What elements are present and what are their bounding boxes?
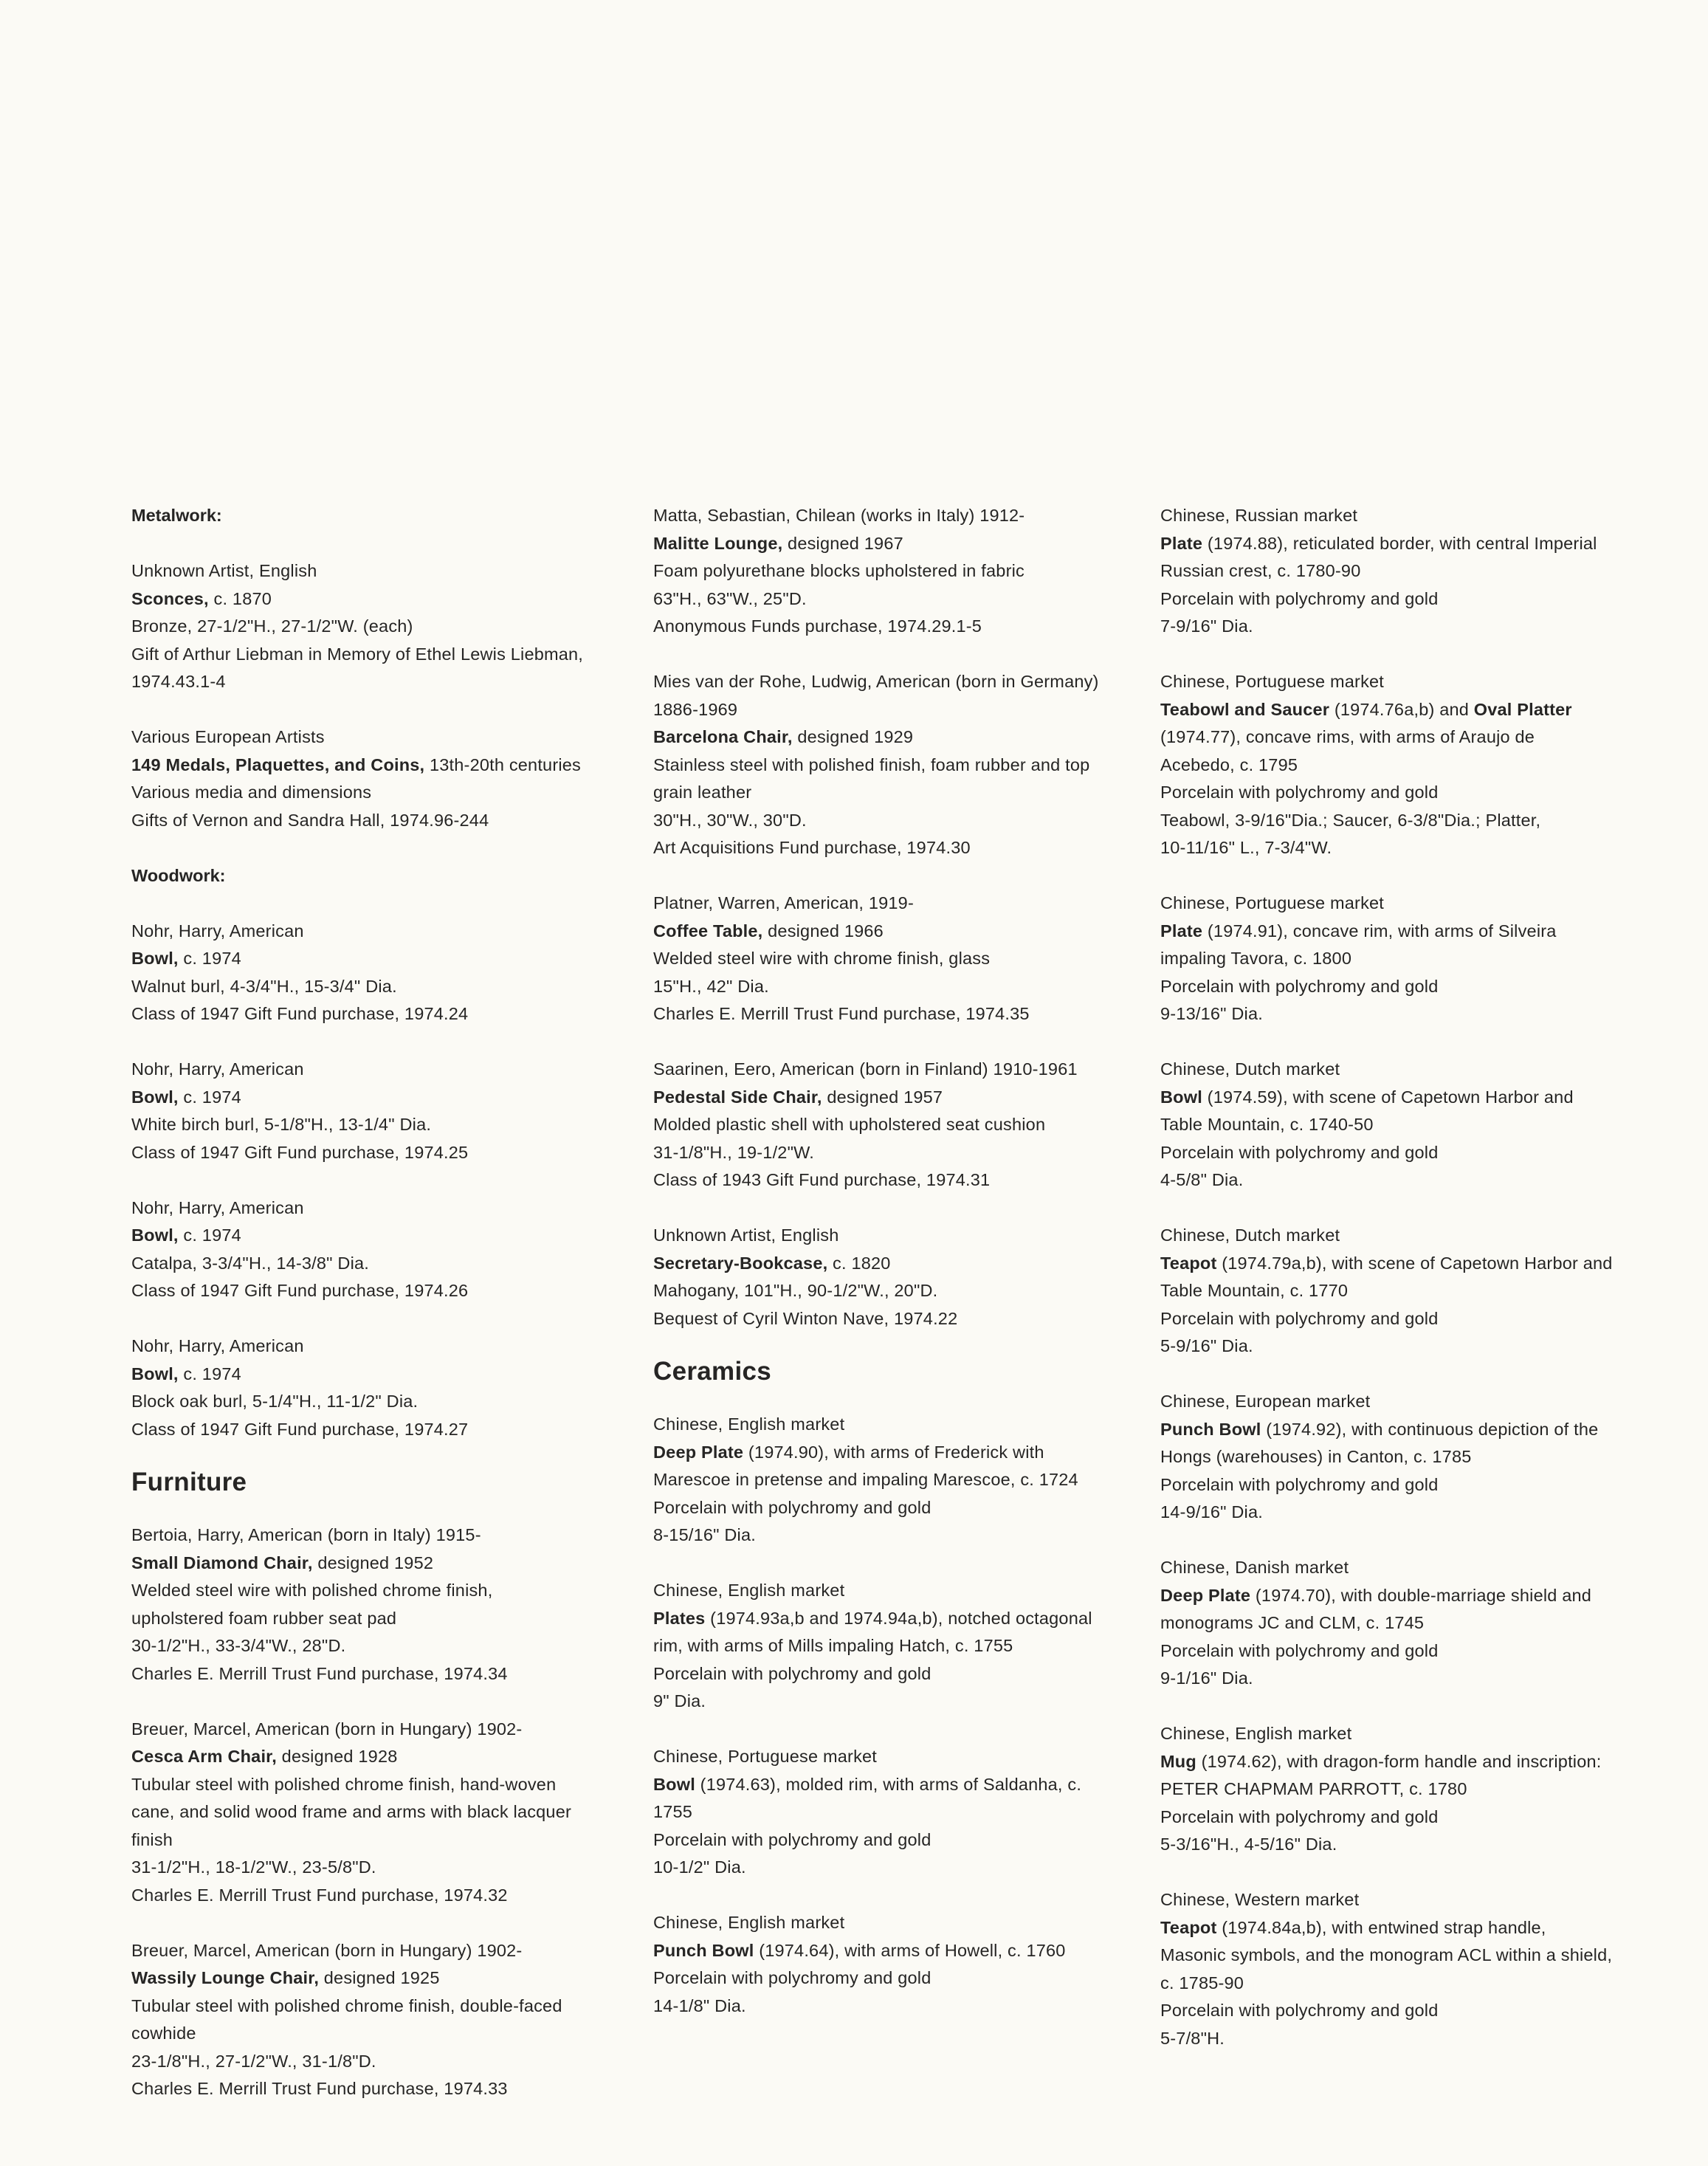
entry-title-line — [653, 530, 1140, 558]
entry-line: 31-1/2"H., 18-1/2"W., 23-5/8"D. — [131, 1857, 376, 1877]
work-details: designed 1952 — [312, 1553, 434, 1572]
work-title: Bowl, — [131, 1087, 179, 1107]
work-title: Bowl — [1160, 1087, 1202, 1107]
entry-title-line — [131, 1964, 619, 1993]
entry-line: 1974.43.1-4 — [131, 672, 226, 691]
work-details: (1974.84a,b), with entwined strap handle, — [1216, 1917, 1546, 1937]
work-details: (1974.79a,b), with scene of Capetown Harbor and — [1216, 1253, 1613, 1273]
spacer — [131, 1909, 619, 1937]
entry-line: Nohr, Harry, American — [131, 1197, 304, 1217]
entry-line: Class of 1947 Gift Fund purchase, 1974.25 — [131, 1142, 469, 1162]
entry-line: Unknown Artist, English — [131, 561, 317, 580]
entry-line: Various European Artists — [131, 727, 325, 746]
spacer — [653, 1882, 1140, 1910]
entry-line: Porcelain with polychromy and gold — [1160, 1640, 1439, 1660]
entry-line: Welded steel wire with chrome finish, glass — [653, 949, 991, 968]
entry-line: Stainless steel with polished finish, foam rubber and top — [653, 754, 1090, 774]
entry-line: Chinese, English market — [1160, 1724, 1352, 1743]
spacer — [1160, 862, 1647, 890]
entry-line: Anonymous Funds purchase, 1974.29.1-5 — [653, 616, 982, 636]
work-title: Malitte Lounge, — [653, 533, 783, 553]
work-title: Mug — [1160, 1751, 1196, 1771]
entry-line: Porcelain with polychromy and gold — [1160, 1142, 1439, 1162]
entry-line: Foam polyurethane blocks upholstered in fabric — [653, 561, 1025, 580]
work-title: 149 Medals, Plaquettes, and Coins, — [131, 754, 425, 774]
entry-line: Saarinen, Eero, American (born in Finland) 1910-1961 — [653, 1059, 1078, 1079]
spacer — [1160, 1693, 1647, 1721]
entry-line: Gifts of Vernon and Sandra Hall, 1974.96-244 — [131, 810, 489, 830]
entry-line: Bertoia, Harry, American (born in Italy) 1915- — [131, 1525, 481, 1544]
work-title: Teabowl and Saucer — [1160, 699, 1330, 719]
spacer — [1160, 1859, 1647, 1887]
entry-line: Porcelain with polychromy and gold — [653, 1497, 932, 1517]
entry-line: Breuer, Marcel, American (born in Hungary) 1902- — [131, 1940, 523, 1960]
entry-line: Chinese, Dutch market — [1160, 1225, 1340, 1245]
entry-line: Chinese, European market — [1160, 1392, 1371, 1411]
entry-title-line — [1160, 1748, 1647, 1776]
subsection-heading: Metalwork: — [131, 506, 222, 525]
entry-line: finish — [131, 1829, 173, 1849]
entry-line: Porcelain with polychromy and gold — [1160, 976, 1439, 996]
work-title: Cesca Arm Chair, — [131, 1747, 277, 1766]
spacer — [1160, 1194, 1647, 1223]
spacer — [653, 1716, 1140, 1744]
spacer — [131, 1688, 619, 1716]
work-details: (1974.62), with dragon-form handle and inscription: — [1196, 1751, 1602, 1771]
entry-line: monograms JC and CLM, c. 1745 — [1160, 1613, 1425, 1632]
entry-title-line — [653, 1439, 1140, 1467]
entry-line: 10-1/2" Dia. — [653, 1857, 746, 1877]
section-heading: Furniture — [131, 1468, 247, 1496]
entry-line: Molded plastic shell with upholstered seat cushion — [653, 1115, 1046, 1134]
entry-title-line — [1160, 1250, 1647, 1278]
spacer — [131, 834, 619, 862]
entry-line: 7-9/16" Dia. — [1160, 616, 1253, 636]
entry-line: Porcelain with polychromy and gold — [1160, 1806, 1439, 1826]
work-title: Punch Bowl — [1160, 1419, 1261, 1439]
entry-line: PETER CHAPMAM PARROTT, c. 1780 — [1160, 1779, 1467, 1798]
entry-title-line — [131, 1550, 619, 1578]
entry-line: White birch burl, 5-1/8"H., 13-1/4" Dia. — [131, 1115, 432, 1134]
work-title: Pedestal Side Chair, — [653, 1087, 822, 1107]
work-title: Small Diamond Chair, — [131, 1553, 313, 1572]
entry-line: Marescoe in pretense and impaling Marescoe, c. 1724 — [653, 1470, 1078, 1489]
spacer — [131, 1499, 619, 1522]
entry-title-line — [653, 1771, 1140, 1799]
spacer — [131, 1305, 619, 1333]
entry-line: Welded steel wire with polished chrome finish, — [131, 1581, 493, 1600]
entry-line: Class of 1947 Gift Fund purchase, 1974.24 — [131, 1004, 469, 1023]
work-details: designed 1966 — [762, 921, 884, 941]
entry-line: 1886-1969 — [653, 699, 738, 719]
work-details: (1974.76a,b) and — [1329, 699, 1474, 719]
entry-title-line — [131, 585, 619, 613]
entry-line: Class of 1943 Gift Fund purchase, 1974.31 — [653, 1170, 991, 1189]
work-details: (1974.93a,b and 1974.94a,b), notched octagonal — [705, 1608, 1092, 1628]
entry-title-line — [653, 1937, 1140, 1965]
spacer — [1160, 1527, 1647, 1555]
entry-title-line — [1160, 696, 1647, 724]
entry-title-line — [1160, 530, 1647, 558]
entry-title-line — [131, 1361, 619, 1389]
entry-line: Table Mountain, c. 1770 — [1160, 1281, 1349, 1300]
entry-line: 31-1/8"H., 19-1/2"W. — [653, 1142, 814, 1162]
entry-line: cane, and solid wood frame and arms with black lacquer — [131, 1802, 571, 1821]
work-title: Teapot — [1160, 1917, 1217, 1937]
work-title: Plate — [1160, 533, 1203, 553]
entry-line: Matta, Sebastian, Chilean (works in Italy) 1912- — [653, 506, 1025, 525]
spacer — [653, 862, 1140, 890]
work-details: c. 1870 — [208, 588, 272, 608]
entry-line: Mahogany, 101"H., 90-1/2"W., 20"D. — [653, 1281, 938, 1300]
entry-line: Porcelain with polychromy and gold — [1160, 2001, 1439, 2020]
entry-line: 23-1/8"H., 27-1/2"W., 31-1/8"D. — [131, 2051, 376, 2071]
entry-line: Porcelain with polychromy and gold — [1160, 783, 1439, 802]
entry-line: Porcelain with polychromy and gold — [653, 1663, 932, 1683]
entry-line: Class of 1947 Gift Fund purchase, 1974.27 — [131, 1419, 469, 1439]
subsection-heading: Woodwork: — [131, 865, 226, 885]
work-details: (1974.92), with continuous depiction of the — [1261, 1419, 1599, 1439]
work-title: Bowl, — [131, 949, 179, 968]
entry-line: Mies van der Rohe, Ludwig, American (born in Germany) — [653, 672, 1099, 691]
entry-line: Chinese, English market — [653, 1414, 845, 1434]
entry-line: 5-3/16"H., 4-5/16" Dia. — [1160, 1835, 1337, 1854]
entry-line: 5-7/8"H. — [1160, 2028, 1225, 2048]
entry-line: Bequest of Cyril Winton Nave, 1974.22 — [653, 1308, 958, 1328]
spacer — [653, 1389, 1140, 1411]
entry-line: 15"H., 42" Dia. — [653, 976, 769, 996]
entry-line: 63"H., 63"W., 25"D. — [653, 588, 807, 608]
entry-title-line — [1160, 1582, 1647, 1610]
entry-line: Various media and dimensions — [131, 783, 372, 802]
work-details: designed 1957 — [822, 1087, 943, 1107]
entry-line: impaling Tavora, c. 1800 — [1160, 949, 1352, 968]
spacer — [131, 696, 619, 724]
column-2 — [653, 502, 1140, 2020]
entry-title-line — [1160, 1084, 1647, 1112]
entry-line: Table Mountain, c. 1740-50 — [1160, 1115, 1374, 1134]
work-details: c. 1974 — [178, 1087, 241, 1107]
entry-line: Russian crest, c. 1780-90 — [1160, 561, 1361, 580]
work-title: Teapot — [1160, 1253, 1217, 1273]
work-details: (1974.88), reticulated border, with central Imperial — [1202, 533, 1597, 553]
spacer — [653, 1333, 1140, 1355]
entry-line: upholstered foam rubber seat pad — [131, 1608, 397, 1628]
column-3 — [1160, 502, 1647, 2052]
entry-line: cowhide — [131, 2024, 196, 2043]
entry-line: c. 1785-90 — [1160, 1973, 1244, 1993]
work-title: Deep Plate — [1160, 1585, 1251, 1605]
entry-line: rim, with arms of Mills impaling Hatch, c. 1755 — [653, 1636, 1013, 1655]
section-heading: Ceramics — [653, 1357, 772, 1386]
entry-line: Bronze, 27-1/2"H., 27-1/2"W. (each) — [131, 616, 413, 636]
entry-line: Porcelain with polychromy and gold — [653, 1968, 932, 1987]
entry-line: Chinese, English market — [653, 1581, 845, 1600]
entry-line: (1974.77), concave rims, with arms of Araujo de — [1160, 727, 1535, 746]
entry-line: Porcelain with polychromy and gold — [1160, 1474, 1439, 1494]
work-details: (1974.90), with arms of Frederick with — [743, 1442, 1044, 1462]
work-details: c. 1974 — [178, 1225, 241, 1245]
entry-line: Nohr, Harry, American — [131, 921, 304, 941]
entry-line: 14-1/8" Dia. — [653, 1995, 746, 2015]
entry-line: Chinese, Western market — [1160, 1890, 1360, 1909]
entry-line: Porcelain with polychromy and gold — [1160, 1308, 1439, 1328]
work-details: c. 1820 — [827, 1253, 891, 1273]
work-details: designed 1925 — [319, 1968, 440, 1987]
work-title: Bowl, — [131, 1364, 179, 1383]
entry-line: Acebedo, c. 1795 — [1160, 754, 1298, 774]
entry-title-line — [131, 752, 619, 780]
work-details: (1974.59), with scene of Capetown Harbor and — [1202, 1087, 1574, 1107]
work-title: Bowl — [653, 1774, 695, 1794]
spacer — [131, 890, 619, 918]
entry-line: Nohr, Harry, American — [131, 1336, 304, 1355]
work-title: Plates — [653, 1608, 706, 1628]
entry-title-line — [653, 1605, 1140, 1633]
work-details: c. 1974 — [178, 949, 241, 968]
spacer — [653, 1550, 1140, 1578]
entry-line: Block oak burl, 5-1/4"H., 11-1/2" Dia. — [131, 1392, 419, 1411]
work-details: c. 1974 — [178, 1364, 241, 1383]
spacer — [1160, 641, 1647, 669]
entry-line: 30-1/2"H., 33-3/4"W., 28"D. — [131, 1636, 346, 1655]
work-details: (1974.70), with double-marriage shield and — [1250, 1585, 1592, 1605]
work-details: 13th-20th centuries — [424, 754, 581, 774]
entry-line: Breuer, Marcel, American (born in Hungary) 1902- — [131, 1719, 523, 1739]
work-details: (1974.64), with arms of Howell, c. 1760 — [754, 1940, 1066, 1960]
entry-line: Tubular steel with polished chrome finish, double-faced — [131, 1995, 562, 2015]
column-1 — [131, 502, 619, 2103]
spacer — [1160, 1028, 1647, 1056]
entry-title-line — [653, 918, 1140, 946]
work-title: Wassily Lounge Chair, — [131, 1968, 320, 1987]
entry-line: Chinese, English market — [653, 1913, 845, 1932]
spacer — [653, 641, 1140, 669]
entry-line: Catalpa, 3-3/4"H., 14-3/8" Dia. — [131, 1253, 370, 1273]
entry-line: Charles E. Merrill Trust Fund purchase, 1974.33 — [131, 2079, 508, 2098]
entry-line: Tubular steel with polished chrome finish, hand-woven — [131, 1774, 557, 1794]
entry-line: 8-15/16" Dia. — [653, 1525, 756, 1544]
entry-line: Chinese, Portuguese market — [1160, 893, 1385, 912]
entry-line: 4-5/8" Dia. — [1160, 1170, 1244, 1189]
work-details: (1974.91), concave rim, with arms of Silveira — [1202, 921, 1557, 941]
entry-line: Walnut burl, 4-3/4"H., 15-3/4" Dia. — [131, 976, 397, 996]
work-title: Sconces, — [131, 588, 209, 608]
work-details: (1974.63), molded rim, with arms of Saldanha, c. — [695, 1774, 1082, 1794]
entry-line: grain leather — [653, 783, 752, 802]
entry-title-line — [131, 1084, 619, 1112]
work-title: Plate — [1160, 921, 1203, 941]
entry-line: 9-1/16" Dia. — [1160, 1668, 1253, 1688]
entry-title-line — [653, 1250, 1140, 1278]
entry-line: Nohr, Harry, American — [131, 1059, 304, 1079]
entry-line: 9" Dia. — [653, 1691, 706, 1711]
entry-line: Charles E. Merrill Trust Fund purchase, 1974.32 — [131, 1885, 508, 1905]
entry-title-line — [131, 945, 619, 973]
entry-line: Chinese, Dutch market — [1160, 1059, 1340, 1079]
entry-title-line — [653, 1084, 1140, 1112]
entry-line: 1755 — [653, 1802, 693, 1821]
entry-line: 9-13/16" Dia. — [1160, 1004, 1263, 1023]
entry-line: 14-9/16" Dia. — [1160, 1502, 1263, 1522]
work-title: Punch Bowl — [653, 1940, 754, 1960]
entry-line: 10-11/16" L., 7-3/4"W. — [1160, 838, 1332, 857]
entry-title-line — [1160, 1416, 1647, 1444]
entry-line: Charles E. Merrill Trust Fund purchase, 1974.34 — [131, 1663, 508, 1683]
entry-line: Charles E. Merrill Trust Fund purchase, 1974.35 — [653, 1004, 1030, 1023]
entry-title-line — [131, 1222, 619, 1250]
spacer — [653, 1028, 1140, 1056]
entry-line: Chinese, Danish market — [1160, 1558, 1349, 1577]
work-title: Bowl, — [131, 1225, 179, 1245]
entry-line: 5-9/16" Dia. — [1160, 1336, 1253, 1355]
entry-line: Chinese, Portuguese market — [1160, 672, 1385, 691]
entry-line: Gift of Arthur Liebman in Memory of Ethel Lewis Liebman, — [131, 644, 584, 664]
spacer — [653, 1194, 1140, 1223]
work-title: Deep Plate — [653, 1442, 744, 1462]
entry-title-line — [1160, 1914, 1647, 1942]
entry-line: Unknown Artist, English — [653, 1225, 839, 1245]
entry-line: Hongs (warehouses) in Canton, c. 1785 — [1160, 1447, 1472, 1466]
work-details: designed 1967 — [782, 533, 903, 553]
entry-line: Class of 1947 Gift Fund purchase, 1974.26 — [131, 1281, 469, 1300]
work-details: designed 1928 — [276, 1747, 398, 1766]
entry-title-line — [1160, 918, 1647, 946]
spacer — [131, 530, 619, 558]
work-title: Barcelona Chair, — [653, 727, 793, 746]
entry-title-line — [653, 723, 1140, 752]
entry-line: Platner, Warren, American, 1919- — [653, 893, 914, 912]
entry-line: Art Acquisitions Fund purchase, 1974.30 — [653, 838, 971, 857]
spacer — [1160, 1361, 1647, 1389]
entry-line: Chinese, Russian market — [1160, 506, 1358, 525]
work-details: designed 1929 — [792, 727, 914, 746]
entry-line: Porcelain with polychromy and gold — [653, 1829, 932, 1849]
entry-line: Porcelain with polychromy and gold — [1160, 588, 1439, 608]
work-title: Coffee Table, — [653, 921, 763, 941]
spacer — [131, 1028, 619, 1056]
entry-line: Teabowl, 3-9/16"Dia.; Saucer, 6-3/8"Dia.; Platter, — [1160, 810, 1541, 830]
spacer — [131, 1166, 619, 1194]
entry-line: 30"H., 30"W., 30"D. — [653, 810, 807, 830]
entry-line: Chinese, Portuguese market — [653, 1747, 878, 1766]
work-title: Oval Platter — [1473, 699, 1572, 719]
work-title: Secretary-Bookcase, — [653, 1253, 828, 1273]
spacer — [131, 1443, 619, 1465]
entry-title-line — [131, 1743, 619, 1771]
entry-line: Masonic symbols, and the monogram ACL within a shield, — [1160, 1945, 1613, 1964]
